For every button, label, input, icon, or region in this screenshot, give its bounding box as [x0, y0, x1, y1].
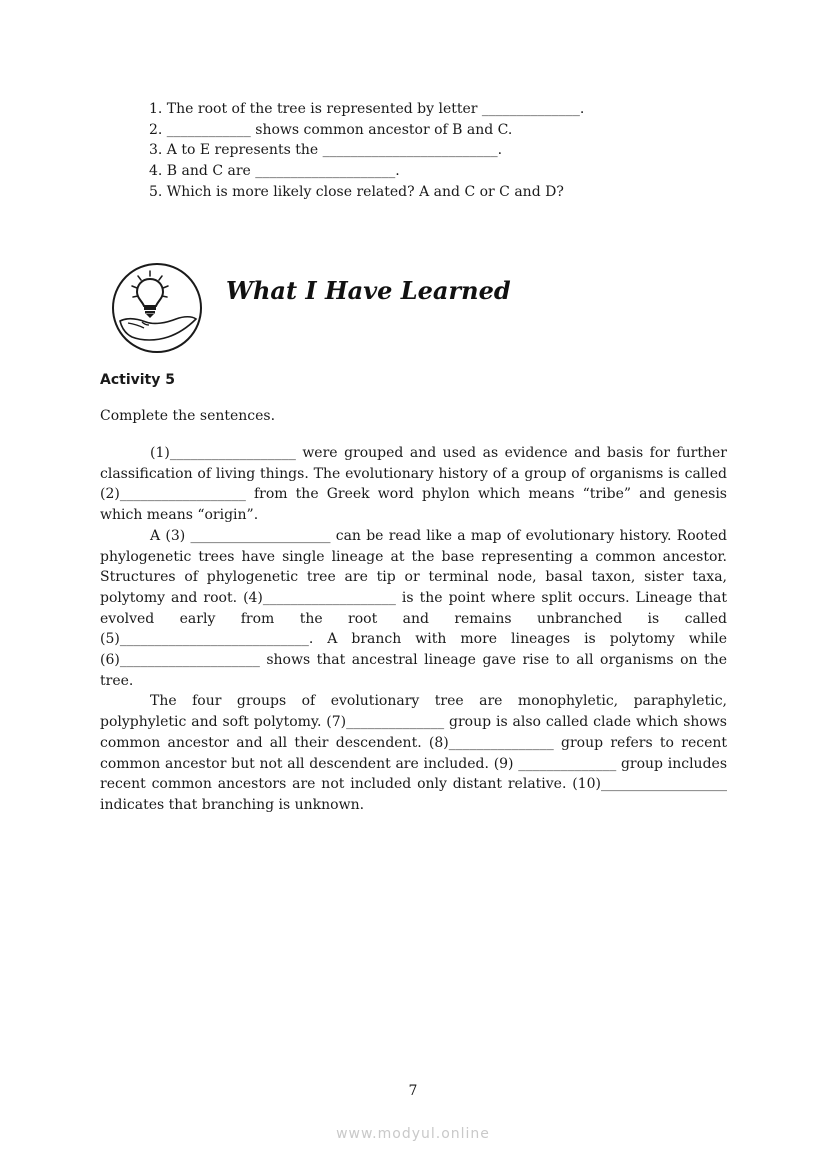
- paragraph: A (3) ____________________ can be read like a map of evolutionary history. Rooted phylogenetic trees have single lineage at the base representing a common ancestor. Structures of phylogenetic tree are tip or terminal node, basal taxon, sister taxa, polytomy and root. (4)___________________ is the point where split occurs. Lineage that evolved early from the root and remains unbranched is called (5)___________________________. A branch with more lineages is polytomy while (6)____________________ shows that ancestral lineage gave rise to all organisms on the tree.: [100, 527, 727, 689]
- watermark: www.modyul.online: [336, 1126, 490, 1142]
- question-item: 3. A to E represents the _________________________.: [149, 142, 503, 159]
- lightbulb-hand-icon: [110, 261, 204, 355]
- question-list: [149, 99, 584, 203]
- activity-instruction: Complete the sentences.: [100, 408, 276, 424]
- paragraph: The four groups of evolutionary tree are monophyletic, paraphyletic, polyphyletic and soft polytomy. (7)______________ group is also called clade which shows common ancestor and all their descendent. (8)_______________ group refers to recent common ancestor but not all descendent are included. (9) ______________ group includes recent common ancestors are not included only distant relative. (10)__________________ indicates that branching is unknown.: [100, 693, 727, 813]
- activity-body: [100, 443, 727, 816]
- section-title: What I Have Learned: [226, 276, 511, 305]
- question-item: 2. ____________ shows common ancestor of B and C.: [149, 121, 513, 138]
- question-item: 5. Which is more likely close related? A and C or C and D?: [149, 183, 564, 200]
- paragraph: (1)__________________ were grouped and used as evidence and basis for further classification of living things. The evolutionary history of a group of organisms is called (2)__________________ from the Greek word phylon which means “tribe” and genesis which means “origin”.: [100, 445, 727, 524]
- page-number: 7: [408, 1083, 418, 1099]
- question-item: 1. The root of the tree is represented by letter ______________.: [149, 101, 585, 117]
- activity-title: Activity 5: [100, 372, 175, 388]
- question-item: 4. B and C are ____________________.: [149, 163, 400, 180]
